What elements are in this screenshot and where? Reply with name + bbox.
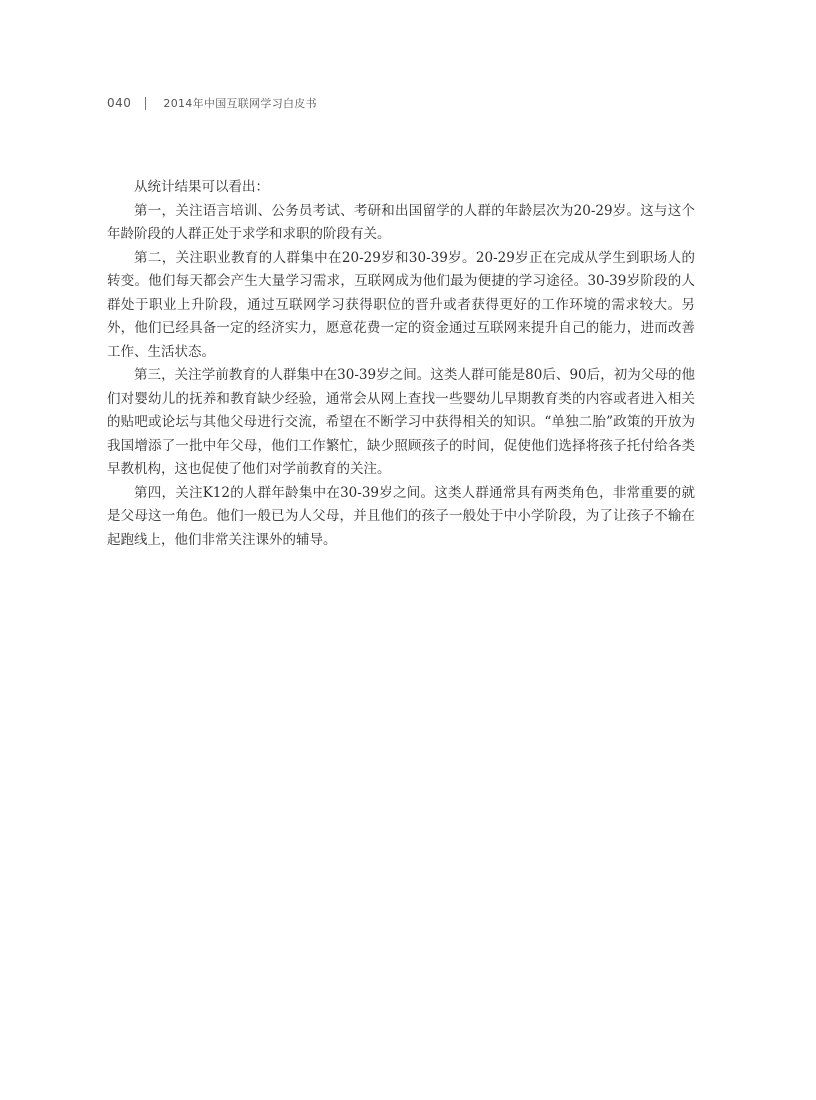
paragraph-fourth: 第四，关注K12的人群年龄集中在30-39岁之间。这类人群通常具有两类角色，非常重要的就是父母这一角色。他们一般已为人父母，并且他们的孩子一般处于中小学阶段，为了让孩子不输在起跑线上，他们非常关注课外的辅导。 xyxy=(107,484,695,548)
intro-paragraph: 从统计结果可以看出： xyxy=(134,179,269,195)
running-header xyxy=(107,93,317,113)
paragraph-first: 第一，关注语言培训、公务员考试、考研和出国留学的人群的年龄层次为20-29岁。这与这个年龄阶段的人群正处于求学和求职的阶段有关。 xyxy=(107,202,695,242)
header-divider xyxy=(145,97,146,110)
body-text xyxy=(107,176,695,552)
book-title: 2014年中国互联网学习白皮书 xyxy=(163,97,317,110)
paragraph-second: 第二，关注职业教育的人群集中在20-29岁和30-39岁。20-29岁正在完成从学生到职场人的转变。他们每天都会产生大量学习需求，互联网成为他们最为便捷的学习途径。30-39岁阶段的人群处于职业上升阶段，通过互联网学习获得职位的晋升或者获得更好的工作环境的需求较大。另外，他们已经具备一定的经济实力，愿意花费一定的资金通过互联网来提升自己的能力，进而改善工作、生活状态。 xyxy=(107,249,695,360)
paragraph-third: 第三，关注学前教育的人群集中在30-39岁之间。这类人群可能是80后、90后，初为父母的他们对婴幼儿的抚养和教育缺少经验，通常会从网上查找一些婴幼儿早期教育类的内容或者进入相关的贴吧或论坛与其他父母进行交流，希望在不断学习中获得相关的知识。“单独二胎”政策的开放为我国增添了一批中年父母，他们工作繁忙，缺少照顾孩子的时间，促使他们选择将孩子托付给各类早教机构，这也促使了他们对学前教育的关注。 xyxy=(107,367,695,477)
page-number: 040 xyxy=(107,96,132,110)
